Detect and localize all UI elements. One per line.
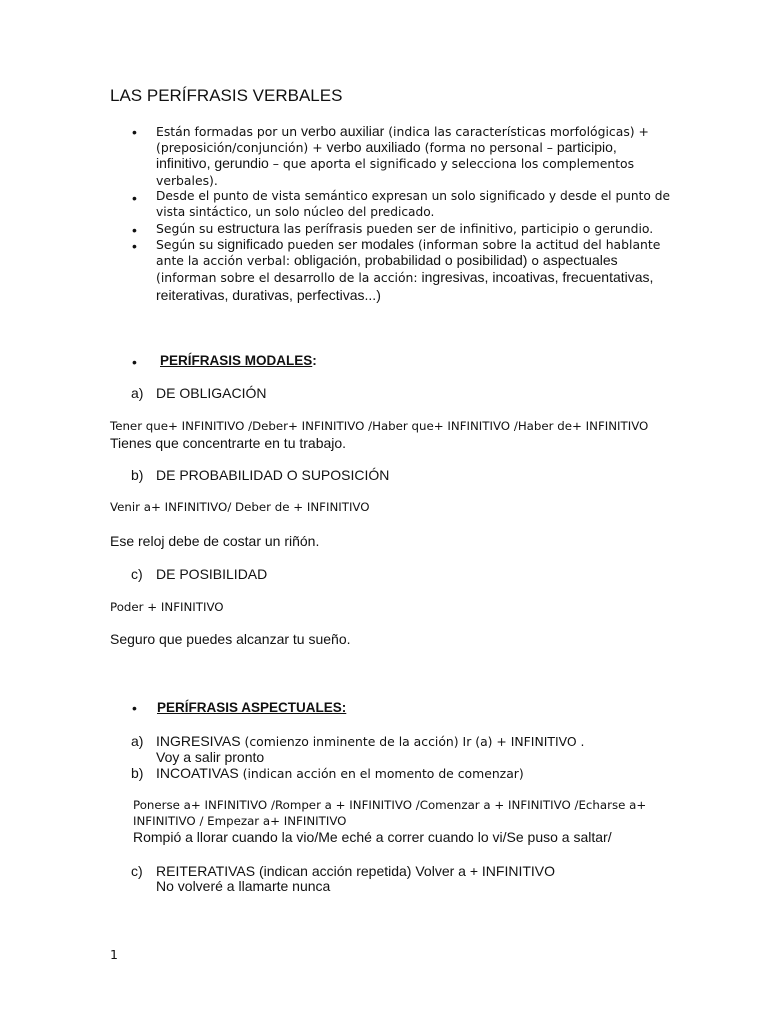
text-run: (preposición/conjunción) + <box>156 140 327 155</box>
modales-a-title: DE OBLIGACIÓN <box>156 385 267 401</box>
bullet-1-line-1 <box>156 123 649 139</box>
text-run: (indican acción en el momento de comenzar) <box>238 766 524 781</box>
text-run: modales <box>361 236 414 252</box>
page-title: LAS PERÍFRASIS VERBALES <box>110 86 343 105</box>
section-heading-modales <box>160 353 317 368</box>
text-run: verbo auxiliar <box>301 123 385 139</box>
text-run: ante la acción verbal: <box>156 253 294 268</box>
bullet-icon: • <box>132 190 137 206</box>
text-run: (forma no personal – <box>420 140 557 155</box>
aspectuales-a-line <box>156 733 585 749</box>
bullet-icon: • <box>132 354 137 370</box>
bullet-icon: • <box>132 700 137 716</box>
text-run: o <box>527 253 543 268</box>
list-marker: c) <box>131 566 143 582</box>
text-run: INCOATIVAS <box>156 765 239 781</box>
text-run: ingresivas, incoativas, frecuentativas, <box>421 269 654 285</box>
modales-a-example: Tienes que concentrarte en tu trabajo. <box>110 435 347 451</box>
aspectuales-b-line <box>156 765 524 781</box>
modales-c-example: Seguro que puedes alcanzar tu sueño. <box>110 631 351 647</box>
text-run: (comienzo inminente de la acción) Ir (a) + INFINITIVO . <box>240 734 585 749</box>
text-run: estructura <box>217 220 280 236</box>
text-run: obligación, probabilidad o posibilidad) <box>293 252 528 268</box>
text-run: (informan sobre la actitud del hablante <box>414 237 661 252</box>
modales-c-title: DE POSIBILIDAD <box>156 566 268 582</box>
text-run: significado <box>217 236 284 252</box>
aspectuales-b-example: Rompió a llorar cuando la vio/Me eché a correr cuando lo vi/Se puso a saltar/ <box>133 829 612 845</box>
text-run: INGRESIVAS <box>156 733 241 749</box>
text-run: las perífrasis pueden ser de infinitivo, participio o gerundio. <box>279 221 654 236</box>
aspectuales-b-forms-1: Ponerse a+ INFINITIVO /Romper a + INFINITIVO /Comenzar a + INFINITIVO /Echarse a+ <box>133 798 647 812</box>
list-marker: a) <box>131 385 144 401</box>
bullet-1-line-2 <box>156 139 617 155</box>
text-run: (informan sobre el desarrollo de la acción: <box>156 270 422 285</box>
bullet-icon: • <box>132 238 137 254</box>
text-run: participio, <box>556 139 617 155</box>
bullet-2-line-2: vista sintáctico, un solo núcleo del predicado. <box>156 205 435 219</box>
list-marker: a) <box>131 733 144 749</box>
bullet-1-line-4: verbales). <box>156 173 218 188</box>
bullet-4-line-2 <box>156 252 618 268</box>
text-run: verbo auxiliado <box>326 139 421 155</box>
text-run: PERÍFRASIS MODALES <box>160 353 313 368</box>
aspectuales-a-example: Voy a salir pronto <box>156 749 265 765</box>
modales-b-title: DE PROBABILIDAD O SUPOSICIÓN <box>156 467 390 483</box>
bullet-4-line-4: reiterativas, durativas, perfectivas...) <box>156 287 381 303</box>
modales-a-forms: Tener que+ INFINITIVO /Deber+ INFINITIVO /Haber que+ INFINITIVO /Haber de+ INFINITIVO <box>110 419 649 433</box>
modales-c-forms: Poder + INFINITIVO <box>110 600 224 614</box>
bullet-4-line-1 <box>156 236 660 252</box>
bullet-4-line-3 <box>156 269 653 285</box>
text-run: Según su <box>156 221 218 236</box>
aspectuales-c-line: REITERATIVAS (indican acción repetida) Volver a + INFINITIVO <box>156 863 556 879</box>
bullet-2-line-1: Desde el punto de vista semántico expresan un solo significado y desde el punto de <box>156 189 670 203</box>
text-run: – que aporta el significado y selecciona los complementos <box>268 156 635 171</box>
text-run: (indica las características morfológicas) + <box>384 124 649 139</box>
section-heading-aspectuales: PERÍFRASIS ASPECTUALES: <box>157 700 347 715</box>
text-run: Están formadas por un <box>156 124 301 139</box>
text-run: aspectuales <box>542 252 618 268</box>
text-run: infinitivo, gerundio <box>156 155 269 171</box>
bullet-icon: • <box>132 124 137 140</box>
aspectuales-b-forms-2: INFINITIVO / Empezar a+ INFINITIVO <box>133 814 347 828</box>
modales-b-forms: Venir a+ INFINITIVO/ Deber de + INFINITIVO <box>110 500 370 514</box>
bullet-1-line-3 <box>156 155 634 171</box>
list-marker: b) <box>131 765 144 781</box>
page-number: 1 <box>110 947 118 962</box>
bullet-3-line-1 <box>156 220 653 236</box>
bullet-icon: • <box>132 222 137 238</box>
text-run: : <box>312 353 317 368</box>
list-marker: c) <box>131 863 143 879</box>
text-run: pueden ser <box>283 237 362 252</box>
text-run: Según su <box>156 237 218 252</box>
modales-b-example: Ese reloj debe de costar un riñón. <box>110 533 320 549</box>
list-marker: b) <box>131 467 144 483</box>
aspectuales-c-example: No volveré a llamarte nunca <box>156 878 331 894</box>
